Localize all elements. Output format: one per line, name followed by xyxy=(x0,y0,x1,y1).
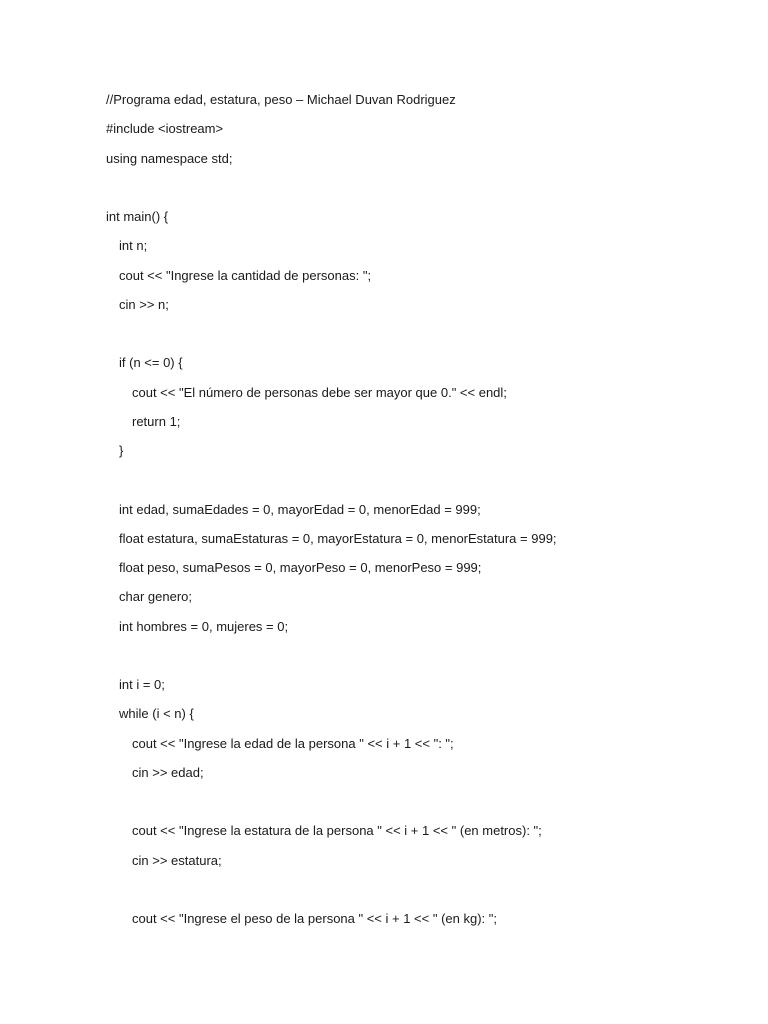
code-line: while (i < n) { xyxy=(119,706,194,722)
blank-line xyxy=(106,470,557,499)
code-line: cout << "Ingrese la estatura de la persona " << i + 1 << " (en metros): "; xyxy=(132,823,542,839)
code-line: int main() { xyxy=(106,209,169,224)
blank-line xyxy=(106,880,557,909)
code-line: int i = 0; xyxy=(119,677,165,692)
code-line: using namespace std; xyxy=(106,150,233,166)
code-line: cout << "El número de personas debe ser mayor que 0." << endl; xyxy=(132,384,507,400)
code-line: if (n <= 0) { xyxy=(119,355,183,371)
code-line: char genero; xyxy=(119,589,192,605)
blank-line xyxy=(106,178,557,207)
blank-line xyxy=(106,324,557,353)
code-line: cout << "Ingrese la cantidad de personas: "; xyxy=(119,267,372,283)
code-line: int n; xyxy=(119,238,148,254)
code-line: cin >> estatura; xyxy=(132,852,222,868)
code-line: } xyxy=(119,443,124,458)
code-line: //Programa edad, estatura, peso – Michael Duvan Rodriguez xyxy=(106,92,456,107)
code-line: #include <iostream> xyxy=(106,121,224,137)
code-line: cin >> n; xyxy=(119,296,169,312)
code-line: float peso, sumaPesos = 0, mayorPeso = 0, menorPeso = 999; xyxy=(119,560,482,575)
code-line: cout << "Ingrese la edad de la persona " << i + 1 << ": "; xyxy=(132,735,454,751)
code-line: cout << "Ingrese el peso de la persona " << i + 1 << " (en kg): "; xyxy=(132,911,497,926)
code-line: int edad, sumaEdades = 0, mayorEdad = 0, menorEdad = 999; xyxy=(119,501,481,517)
blank-line xyxy=(106,646,557,675)
code-line: return 1; xyxy=(132,413,181,429)
code-line: cin >> edad; xyxy=(132,764,204,780)
code-line: float estatura, sumaEstaturas = 0, mayorEstatura = 0, menorEstatura = 999; xyxy=(119,530,557,546)
code-listing xyxy=(106,90,557,938)
blank-line xyxy=(106,792,557,821)
code-line: int hombres = 0, mujeres = 0; xyxy=(119,618,289,634)
